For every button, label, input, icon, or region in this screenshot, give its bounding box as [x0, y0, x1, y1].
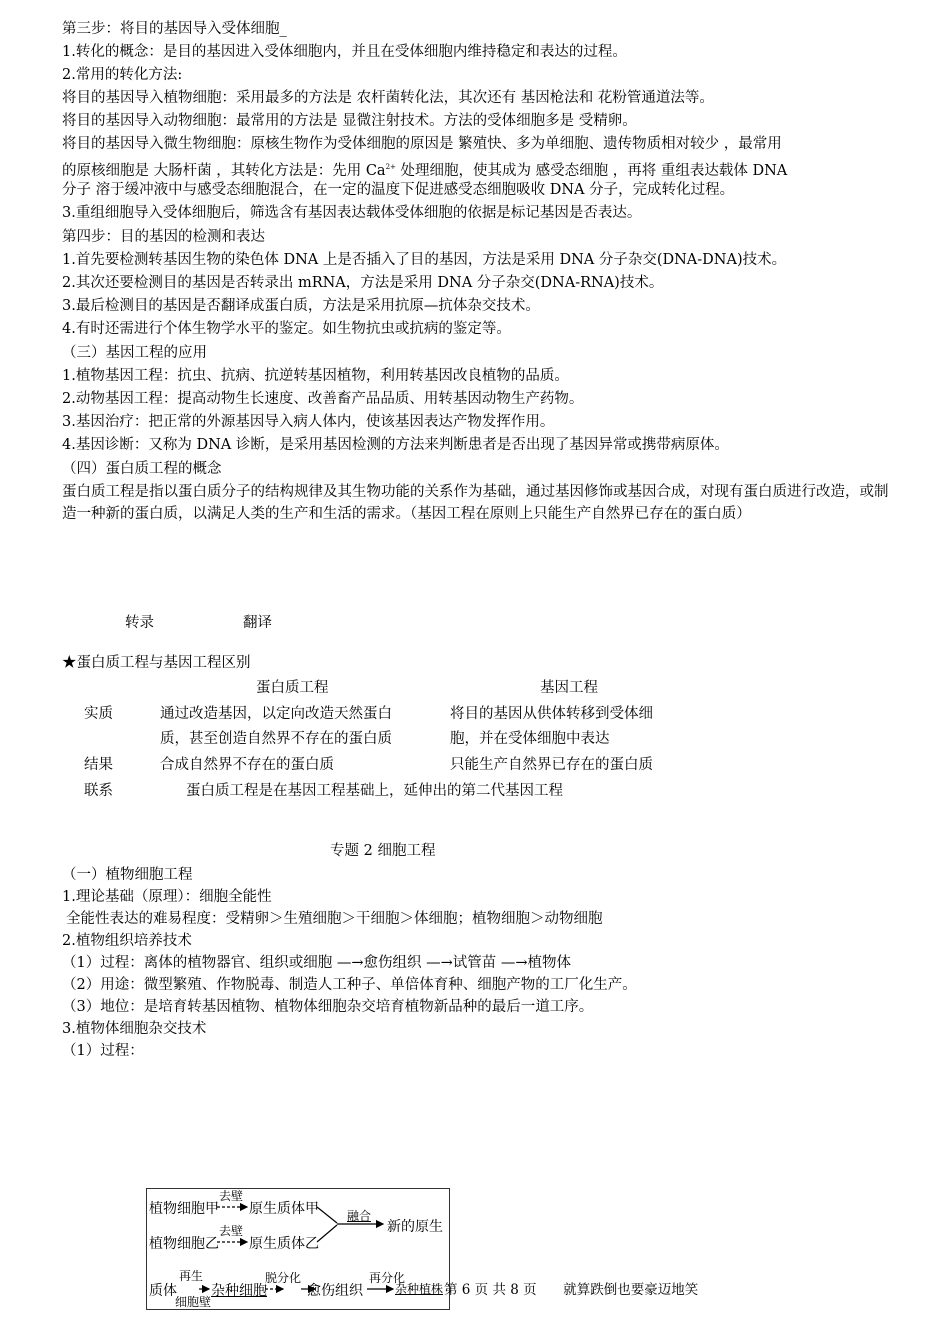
section3-line-3: 3.基因治疗：把正常的外源基因导入病人体内，使该基因表达产物发挥作用。	[62, 414, 555, 430]
step4-line-2: 2.其次还要检测目的基因是否转录出 mRNA，方法是采用 DNA 分子杂交(DNA-RNA)技术。	[62, 275, 664, 291]
step3-line-6a: 的原核细胞是 大肠杆菌 ，其转化方法是：先用 Ca	[62, 162, 386, 179]
diagram-cell-a: 植物细胞甲	[149, 1201, 219, 1217]
diagram-row3-start: 质体	[149, 1283, 177, 1299]
step3-line-4: 将目的基因导入动物细胞：最常用的方法是 显微注射技术。方法的受体细胞多是 受精卵。	[62, 113, 637, 129]
step3-line-5: 将目的基因导入微生物细胞：原核生物作为受体细胞的原因是 繁殖快、多为单细胞、遗传物质相对较少 ，最常用	[62, 136, 782, 152]
section3-line-2: 2.动物基因工程：提高动物生长速度、改善畜产品品质、用转基因动物生产药物。	[62, 391, 584, 407]
topic2-line-8: （1）过程：	[62, 1043, 144, 1059]
topic2-section1: （一）植物细胞工程	[62, 867, 193, 883]
diagram-fusion: 融合	[347, 1209, 372, 1223]
diagram-hybrid-cell: 杂种细胞	[211, 1283, 267, 1299]
section3-title: （三）基因工程的应用	[62, 345, 207, 361]
step4-line-4: 4.有时还需进行个体生物学水平的鉴定。如生物抗虫或抗病的鉴定等。	[62, 321, 511, 337]
compare-row-link-text: 蛋白质工程是在基因工程基础上，延伸出的第二代基因工程	[186, 783, 563, 799]
step3-line-1: 1.转化的概念：是目的基因进入受体细胞内，并且在受体细胞内维持稳定和表达的过程。	[62, 44, 627, 60]
step3-line-8: 3.重组细胞导入受体细胞后，筛选含有基因表达载体受体细胞的依据是标记基因是否表达。	[62, 205, 642, 221]
diagram-hybrid-plant: 杂种植株	[395, 1282, 444, 1296]
footer-motto: 就算跌倒也要豪迈地笑	[563, 1282, 699, 1298]
topic2-line-1: 1.理论基础（原理）：细胞全能性	[62, 889, 272, 905]
topic2-line-6: （3）地位：是培育转基因植物、植物体细胞杂交培育植物新品种的最后一道工序。	[62, 999, 594, 1015]
diagram-callus: 愈伤组织	[307, 1283, 363, 1299]
diagram-protoplast-a: 原生质体甲	[249, 1201, 319, 1217]
diagram-regen-b: 细胞壁	[175, 1295, 212, 1309]
step3-line-7: 分子 溶于缓冲液中与感受态细胞混合，在一定的温度下促进感受态细胞吸收 DNA 分子，完成转化过程。	[62, 182, 735, 198]
topic2-line-5: （2）用途：微型繁殖、作物脱毒、制造人工种子、单倍体育种、细胞产物的工厂化生产。	[62, 977, 637, 993]
step3-line-6	[62, 156, 787, 182]
step3-line-3: 将目的基因导入植物细胞：采用最多的方法是 农杆菌转化法，其次还有 基因枪法和 花粉管通道法等。	[62, 90, 714, 106]
step4-line-1: 1.首先要检测转基因生物的染色体 DNA 上是否插入了目的基因，方法是采用 DNA 分子杂交(DNA-DNA)技术。	[62, 252, 787, 268]
section4-title: （四）蛋白质工程的概念	[62, 461, 222, 477]
compare-row-result-gene: 只能生产自然界已存在的蛋白质	[450, 757, 653, 773]
step3-line-6b: 处理细胞，使其成为 感受态细胞 ，再将 重组表达载体 DNA	[395, 162, 788, 179]
section4-paragraph: 蛋白质工程是指以蛋白质分子的结构规律及其生物功能的关系作为基础，通过基因修饰或基因合成，对现有蛋白质进行改造，或制造一种新的蛋白质，以满足人类的生产和生活的需求。（基因工程在原则上只能生产自然界已存在的蛋白质）	[62, 484, 889, 522]
page-footer	[444, 1278, 698, 1298]
compare-col-protein: 蛋白质工程	[256, 680, 329, 696]
diagram-protoplast-b: 原生质体乙	[249, 1236, 319, 1252]
topic2-line-4: （1）过程：离体的植物器官、组织或细胞 —→愈伤组织 —→试管苗 —→植物体	[62, 955, 571, 971]
diagram-redifferentiation: 再分化	[369, 1271, 406, 1285]
topic2-line-7: 3.植物体细胞杂交技术	[62, 1021, 207, 1037]
topic2-line-3: 2.植物组织培养技术	[62, 933, 192, 949]
compare-row-essence-gene-a: 将目的基因从供体转移到受体细	[450, 706, 653, 722]
compare-row-result-protein: 合成自然界不存在的蛋白质	[160, 757, 334, 773]
diagram-cell-b: 植物细胞乙	[149, 1236, 219, 1252]
compare-row-essence-gene-b: 胞，并在受体细胞中表达	[450, 731, 610, 747]
step4-line-3: 3.最后检测目的基因是否翻译成蛋白质，方法是采用抗原—抗体杂交技术。	[62, 298, 540, 314]
diagram-remove-wall-2: 去壁	[219, 1224, 244, 1238]
compare-row-result-label: 结果	[84, 757, 113, 773]
compare-row-link-label: 联系	[84, 783, 113, 799]
transcription-label: 转录	[125, 615, 154, 631]
diagram-dedifferentiation: 脱分化	[265, 1271, 302, 1285]
page-number: 第 6 页 共 8 页	[444, 1282, 537, 1298]
compare-row-essence-protein-b: 质，甚至创造自然界不存在的蛋白质	[160, 731, 392, 747]
translation-label: 翻译	[243, 615, 272, 631]
step4-title: 第四步：目的基因的检测和表达	[62, 229, 265, 245]
step3-title: 第三步：将目的基因导入受体细胞_	[62, 21, 287, 37]
somatic-hybridization-diagram	[146, 1188, 450, 1310]
diagram-new-protoplast: 新的原生	[387, 1219, 443, 1235]
diagram-regen-a: 再生	[179, 1269, 204, 1283]
calcium-superscript: 2+	[385, 163, 396, 171]
diagram-remove-wall-1: 去壁	[219, 1189, 244, 1203]
section3-line-1: 1.植物基因工程：抗虫、抗病、抗逆转基因植物，利用转基因改良植物的品质。	[62, 368, 569, 384]
step3-line-2: 2.常用的转化方法:	[62, 67, 183, 83]
topic2-line-2: 全能性表达的难易程度：受精卵＞生殖细胞＞干细胞＞体细胞；植物细胞＞动物细胞	[66, 911, 603, 927]
compare-col-gene: 基因工程	[540, 680, 598, 696]
compare-row-essence-protein-a: 通过改造基因，以定向改造天然蛋白	[160, 706, 392, 722]
topic2-title: 专题 2 细胞工程	[330, 843, 436, 859]
section3-line-4: 4.基因诊断：又称为 DNA 诊断，是采用基因检测的方法来判断患者是否出现了基因异常或携带病原体。	[62, 437, 729, 453]
compare-row-essence-label: 实质	[84, 706, 113, 722]
compare-title: ★蛋白质工程与基因工程区别	[62, 655, 251, 671]
